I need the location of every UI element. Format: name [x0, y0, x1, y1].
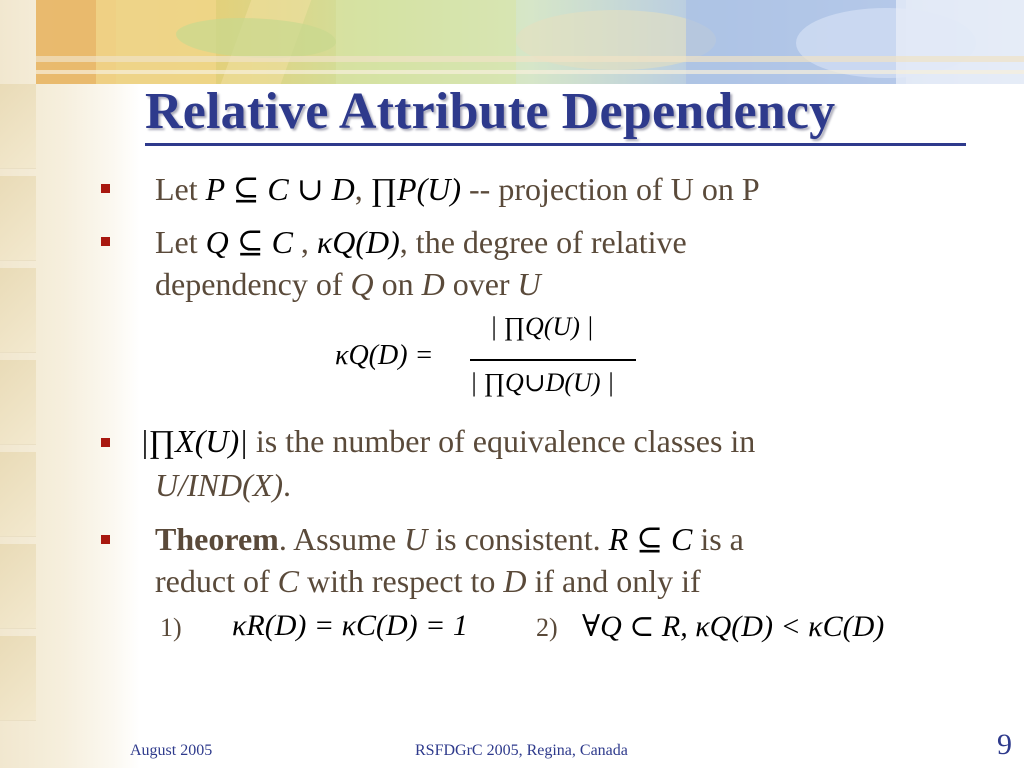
theorem-line-2: reduct of C with respect to D if and only if — [155, 563, 701, 599]
left-gradient-strip — [0, 0, 140, 768]
equation-numerator: | ∏Q(U) | — [490, 312, 594, 341]
bullet-3-line-2: U/IND(X). — [155, 467, 291, 503]
formula-card-projection-x: |∏X(U)| — [140, 423, 248, 459]
condition-2-formula: ∀Q ⊂ R, κQ(D) < κC(D) — [582, 610, 885, 643]
separator: , — [354, 171, 363, 207]
footer-conference: RSFDGrC 2005, Regina, Canada — [415, 742, 628, 759]
formula-p-subset-c-union-d: P ⊆ C ∪ D — [205, 171, 355, 207]
bullet-2-description: , the degree of relative — [399, 224, 687, 260]
bullet-marker — [101, 184, 110, 193]
left-tile — [0, 360, 36, 445]
theorem-label: Theorem — [155, 521, 279, 557]
formula-r-subset-c: R ⊆ C — [608, 521, 693, 557]
bullet-1-lead: Let — [155, 171, 198, 207]
footer-date: August 2005 — [130, 742, 213, 759]
bullet-marker — [101, 438, 110, 447]
equation-denominator: | ∏Q∪D(U) | — [470, 368, 615, 397]
bullet-2-text — [155, 223, 687, 261]
bullet-marker — [101, 535, 110, 544]
theorem-text: Theorem. Assume U is consistent. R ⊆ C is a — [155, 521, 744, 557]
bullet-1-text — [155, 170, 760, 208]
bullet-3-description: is the number of equivalence classes in — [247, 423, 756, 459]
formula-kappa-q-d: κQ(D) — [316, 224, 400, 260]
bullet-2-line-2: dependency of Q on D over U — [155, 266, 541, 302]
slide-number: 9 — [997, 728, 1012, 761]
left-tile — [0, 452, 36, 537]
left-tile — [0, 544, 36, 629]
bullet-marker — [101, 237, 110, 246]
dependency-degree-equation — [330, 312, 650, 408]
equation-lhs: κQ(D) = — [335, 340, 434, 371]
condition-1-label: 1) — [160, 613, 182, 642]
formula-q-subset-c: Q ⊆ C — [205, 224, 293, 260]
separator: , — [300, 224, 309, 260]
condition-1-formula: κR(D) = κC(D) = 1 — [232, 609, 468, 642]
left-tile — [0, 636, 36, 721]
left-tile — [0, 268, 36, 353]
slide-title: Relative Attribute Dependency — [145, 83, 836, 140]
title-underline — [145, 143, 966, 146]
decorative-banner-image — [36, 0, 1024, 84]
bullet-1-description: -- projection of U on P — [469, 171, 760, 207]
bullet-3-text — [140, 423, 755, 460]
bullet-2-lead: Let — [155, 224, 198, 260]
left-tile — [0, 176, 36, 261]
formula-projection-p: ∏P(U) — [370, 171, 461, 207]
condition-2-label: 2) — [536, 613, 558, 642]
fraction-bar — [470, 359, 636, 361]
left-tile — [0, 84, 36, 169]
